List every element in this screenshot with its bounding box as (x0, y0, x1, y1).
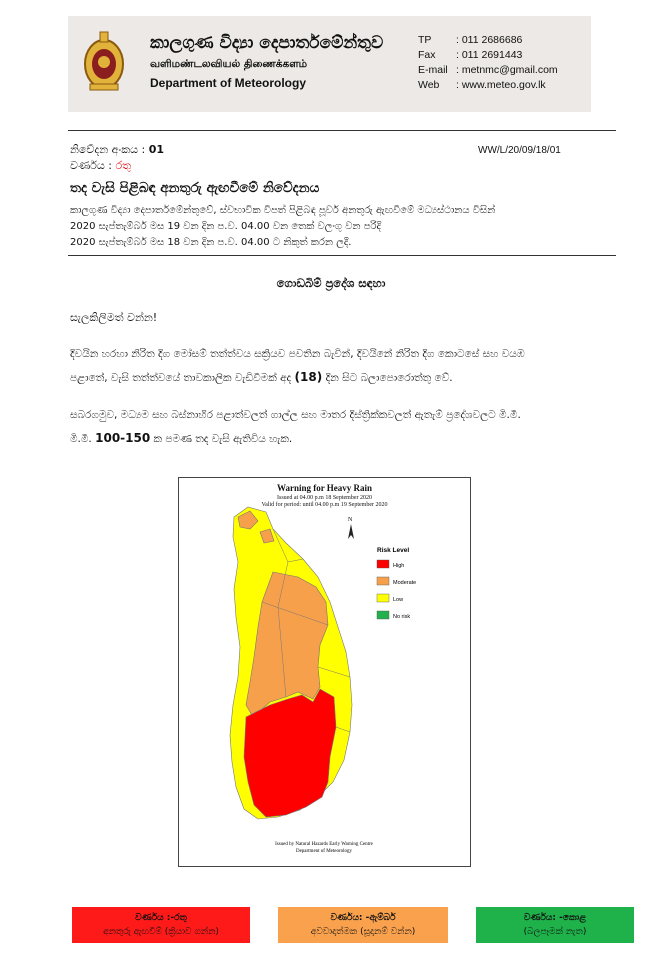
notice-reference: WW/L/20/09/18/01 (478, 145, 561, 156)
legend-moderate (377, 577, 416, 586)
map-valid: Valid for period: until 04.00 p.m 19 September 2020 (261, 502, 388, 508)
alert-text: සැලකිලිමත් වන්න! (70, 311, 158, 324)
contact-email: E-mail : metnmc@gmail.com (418, 64, 558, 76)
legend-swatch (377, 611, 389, 619)
dept-name-tamil: வளிமண்டலவியல் திணைக்களம் (150, 58, 308, 70)
map-footer-line1: Issued by Natural Hazards Early Warning Centre (275, 842, 373, 847)
legend-high (377, 560, 404, 569)
contact-fax: Fax : 011 2691443 (418, 49, 523, 61)
contact-web: Web : www.meteo.gov.lk (418, 79, 546, 91)
legend-no-risk (377, 611, 410, 620)
emblem-icon (80, 28, 128, 96)
map-title: Warning for Heavy Rain (276, 483, 373, 493)
svg-text:High: High (393, 563, 405, 569)
level-red: වර්ණය :-රතු අනතුරු ඇඟවීම් (ක්‍රියාව ගන්න) (72, 907, 250, 943)
north-arrow-icon (348, 517, 354, 539)
level-amber: වර්ණය: -ඇම්බර් අවවාදාත්මක (සූදානම් වන්න) (278, 907, 448, 943)
north-label: N (348, 517, 353, 523)
legend-swatch (377, 577, 389, 585)
notice-level: වර්ණය : රතු (70, 159, 132, 172)
paragraph-rainfall: සබරගමුව, මධ්‍යම සහ බස්නාහිර පළාත්වලත් ගාල්ල සහ මාතර දිස්ත්‍රික්කවලත් ඇතැම් ප්‍රදේශවලට මි.මී. මි.මී. 100-150 ක පමණ තද වැසි ඇතිවිය හැක. (70, 409, 521, 445)
map-footer-line2: Department of Meteorology (295, 849, 353, 854)
notice-title: තද වැසි පිළිබඳ අනතුරු ඇඟවීමේ නිවේදනය (70, 180, 320, 196)
svg-text:Moderate: Moderate (393, 580, 417, 586)
legend-swatch (377, 594, 389, 602)
legend-low (377, 594, 403, 603)
svg-text:Low: Low (393, 597, 404, 603)
notice-issued: කාලගුණ විද්‍යා දෙපාර්තමේන්තුවේ, ස්වභාවික විපත් පිළිබඳ පූර්ව අනතුරු ඇඟවීමේ මධ්‍යස්ථානය විසින් 2020 සැප්තැම්බර් මස 19 වන දින ප.ව. 04.00 වන තෙක් වලංගු වන පරිදි 2020 සැප්තැම්බර් මස 18 වන දින ප.ව. 04.00 ට නිකුත් කරන ලදී. (70, 205, 496, 248)
sri-lanka-map (178, 477, 471, 867)
svg-text:No risk: No risk (393, 614, 411, 620)
legend-title: Risk Level (377, 547, 410, 554)
paragraph-forecast: දිවයින හරහා නිරිත දිග මෝසම් තත්ත්වය සක්‍රියව පවතින බැවින්, දිවයිනේ නිරිත දිග කොටසේ සහ වයඹ පළාතේ, වැසි තත්ත්වයේ තාවකාලික වැඩිවීමක් අද (18) දින සිට බලාපොරොත්තු වේ. (70, 348, 525, 384)
dept-name-sinhala: කාලගුණ විද්‍යා දෙපාර්තමේන්තුව (150, 33, 384, 53)
section-heading: ගොඩබිම් ප්‍රදේශ සඳහා (276, 276, 386, 290)
divider (68, 130, 616, 131)
divider (68, 255, 616, 256)
notice-number: නිවේදන අංකය : 01 (70, 143, 165, 156)
contact-tp: TP : 011 2686686 (418, 34, 523, 46)
dept-name-english: Department of Meteorology (150, 76, 307, 90)
level-green: වර්ණය: -කොළ (බලපෑමක් නැත) (476, 907, 634, 943)
legend-swatch (377, 560, 389, 568)
map-issued: Issued at 04.00 p.m 18 September 2020 (277, 495, 372, 501)
